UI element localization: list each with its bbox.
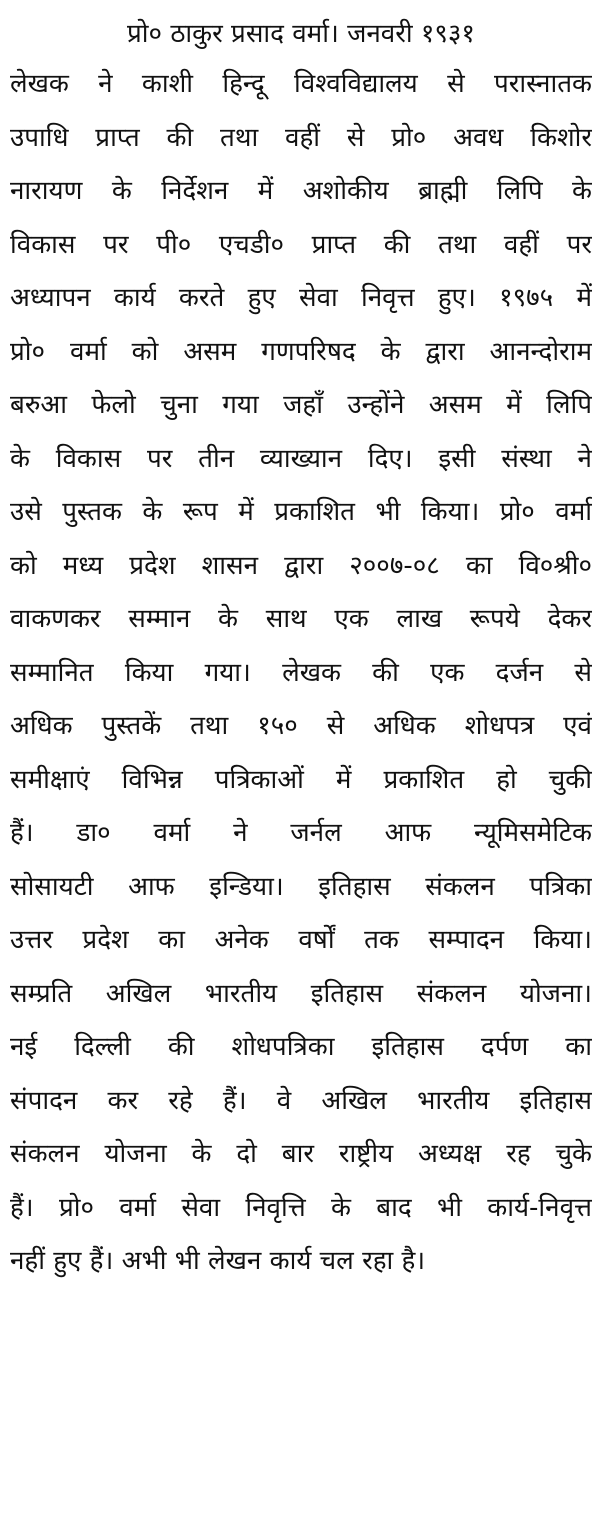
text-line: वाकणकर सम्मान के साथ एक लाख रूपये देकर [10, 604, 592, 634]
text-line: सम्प्रति अखिल भारतीय इतिहास संकलन योजना। [10, 978, 592, 1009]
text-line: को मध्य प्रदेश शासन द्वारा २००७-०८ का वि०श्री० [10, 550, 592, 581]
text-line: उसे पुस्तक के रूप में प्रकाशित भी किया। प्रो० वर्मा [10, 497, 592, 527]
text-line: लेखक ने काशी हिन्दू विश्वविद्यालय से परास्नातक [10, 69, 592, 99]
text-line: के विकास पर तीन व्याख्यान दिए। इसी संस्था ने [10, 443, 592, 474]
text-line: सम्मानित किया गया। लेखक की एक दर्जन से [10, 657, 592, 688]
text-line: अध्यापन कार्य करते हुए सेवा निवृत्त हुए। १९७५ में [10, 283, 592, 313]
text-line: विकास पर पी० एचडी० प्राप्त की तथा वहीं पर [10, 229, 592, 260]
text-line: नारायण के निर्देशन में अशोकीय ब्राह्मी लिपि के [10, 176, 592, 206]
text-line: नई दिल्ली की शोधपत्रिका इतिहास दर्पण का [10, 1032, 592, 1062]
text-line: हैं। डा० वर्मा ने जर्नल आफ न्यूमिसमेटिक [10, 818, 592, 848]
page-title: प्रो० ठाकुर प्रसाद वर्मा। जनवरी १९३१ [127, 19, 475, 49]
biography-text [10, 58, 592, 1289]
text-line: संकलन योजना के दो बार राष्ट्रीय अध्यक्ष रह चुके [10, 1139, 592, 1169]
text-line: समीक्षाएं विभिन्न पत्रिकाओं में प्रकाशित हो चुकी [10, 764, 592, 795]
text-line: उत्तर प्रदेश का अनेक वर्षों तक सम्पादन किया। [10, 925, 592, 955]
text-line: बरुआ फेलो चुना गया जहाँ उन्होंने असम में लिपि [10, 390, 592, 420]
text-line: अधिक पुस्तकें तथा १५० से अधिक शोधपत्र एवं [10, 711, 592, 741]
text-line: हैं। प्रो० वर्मा सेवा निवृत्ति के बाद भी कार्य-निवृत्त [10, 1192, 592, 1223]
text-line: उपाधि प्राप्त की तथा वहीं से प्रो० अवध किशोर [10, 122, 592, 153]
text-line: सोसायटी आफ इन्डिया। इतिहास संकलन पत्रिका [10, 871, 592, 902]
text-line: प्रो० वर्मा को असम गणपरिषद के द्वारा आनन्दोराम [10, 336, 592, 367]
text-line: संपादन कर रहे हैं। वे अखिल भारतीय इतिहास [10, 1085, 592, 1116]
text-line: नहीं हुए हैं। अभी भी लेखन कार्य चल रहा है। [10, 1246, 426, 1276]
